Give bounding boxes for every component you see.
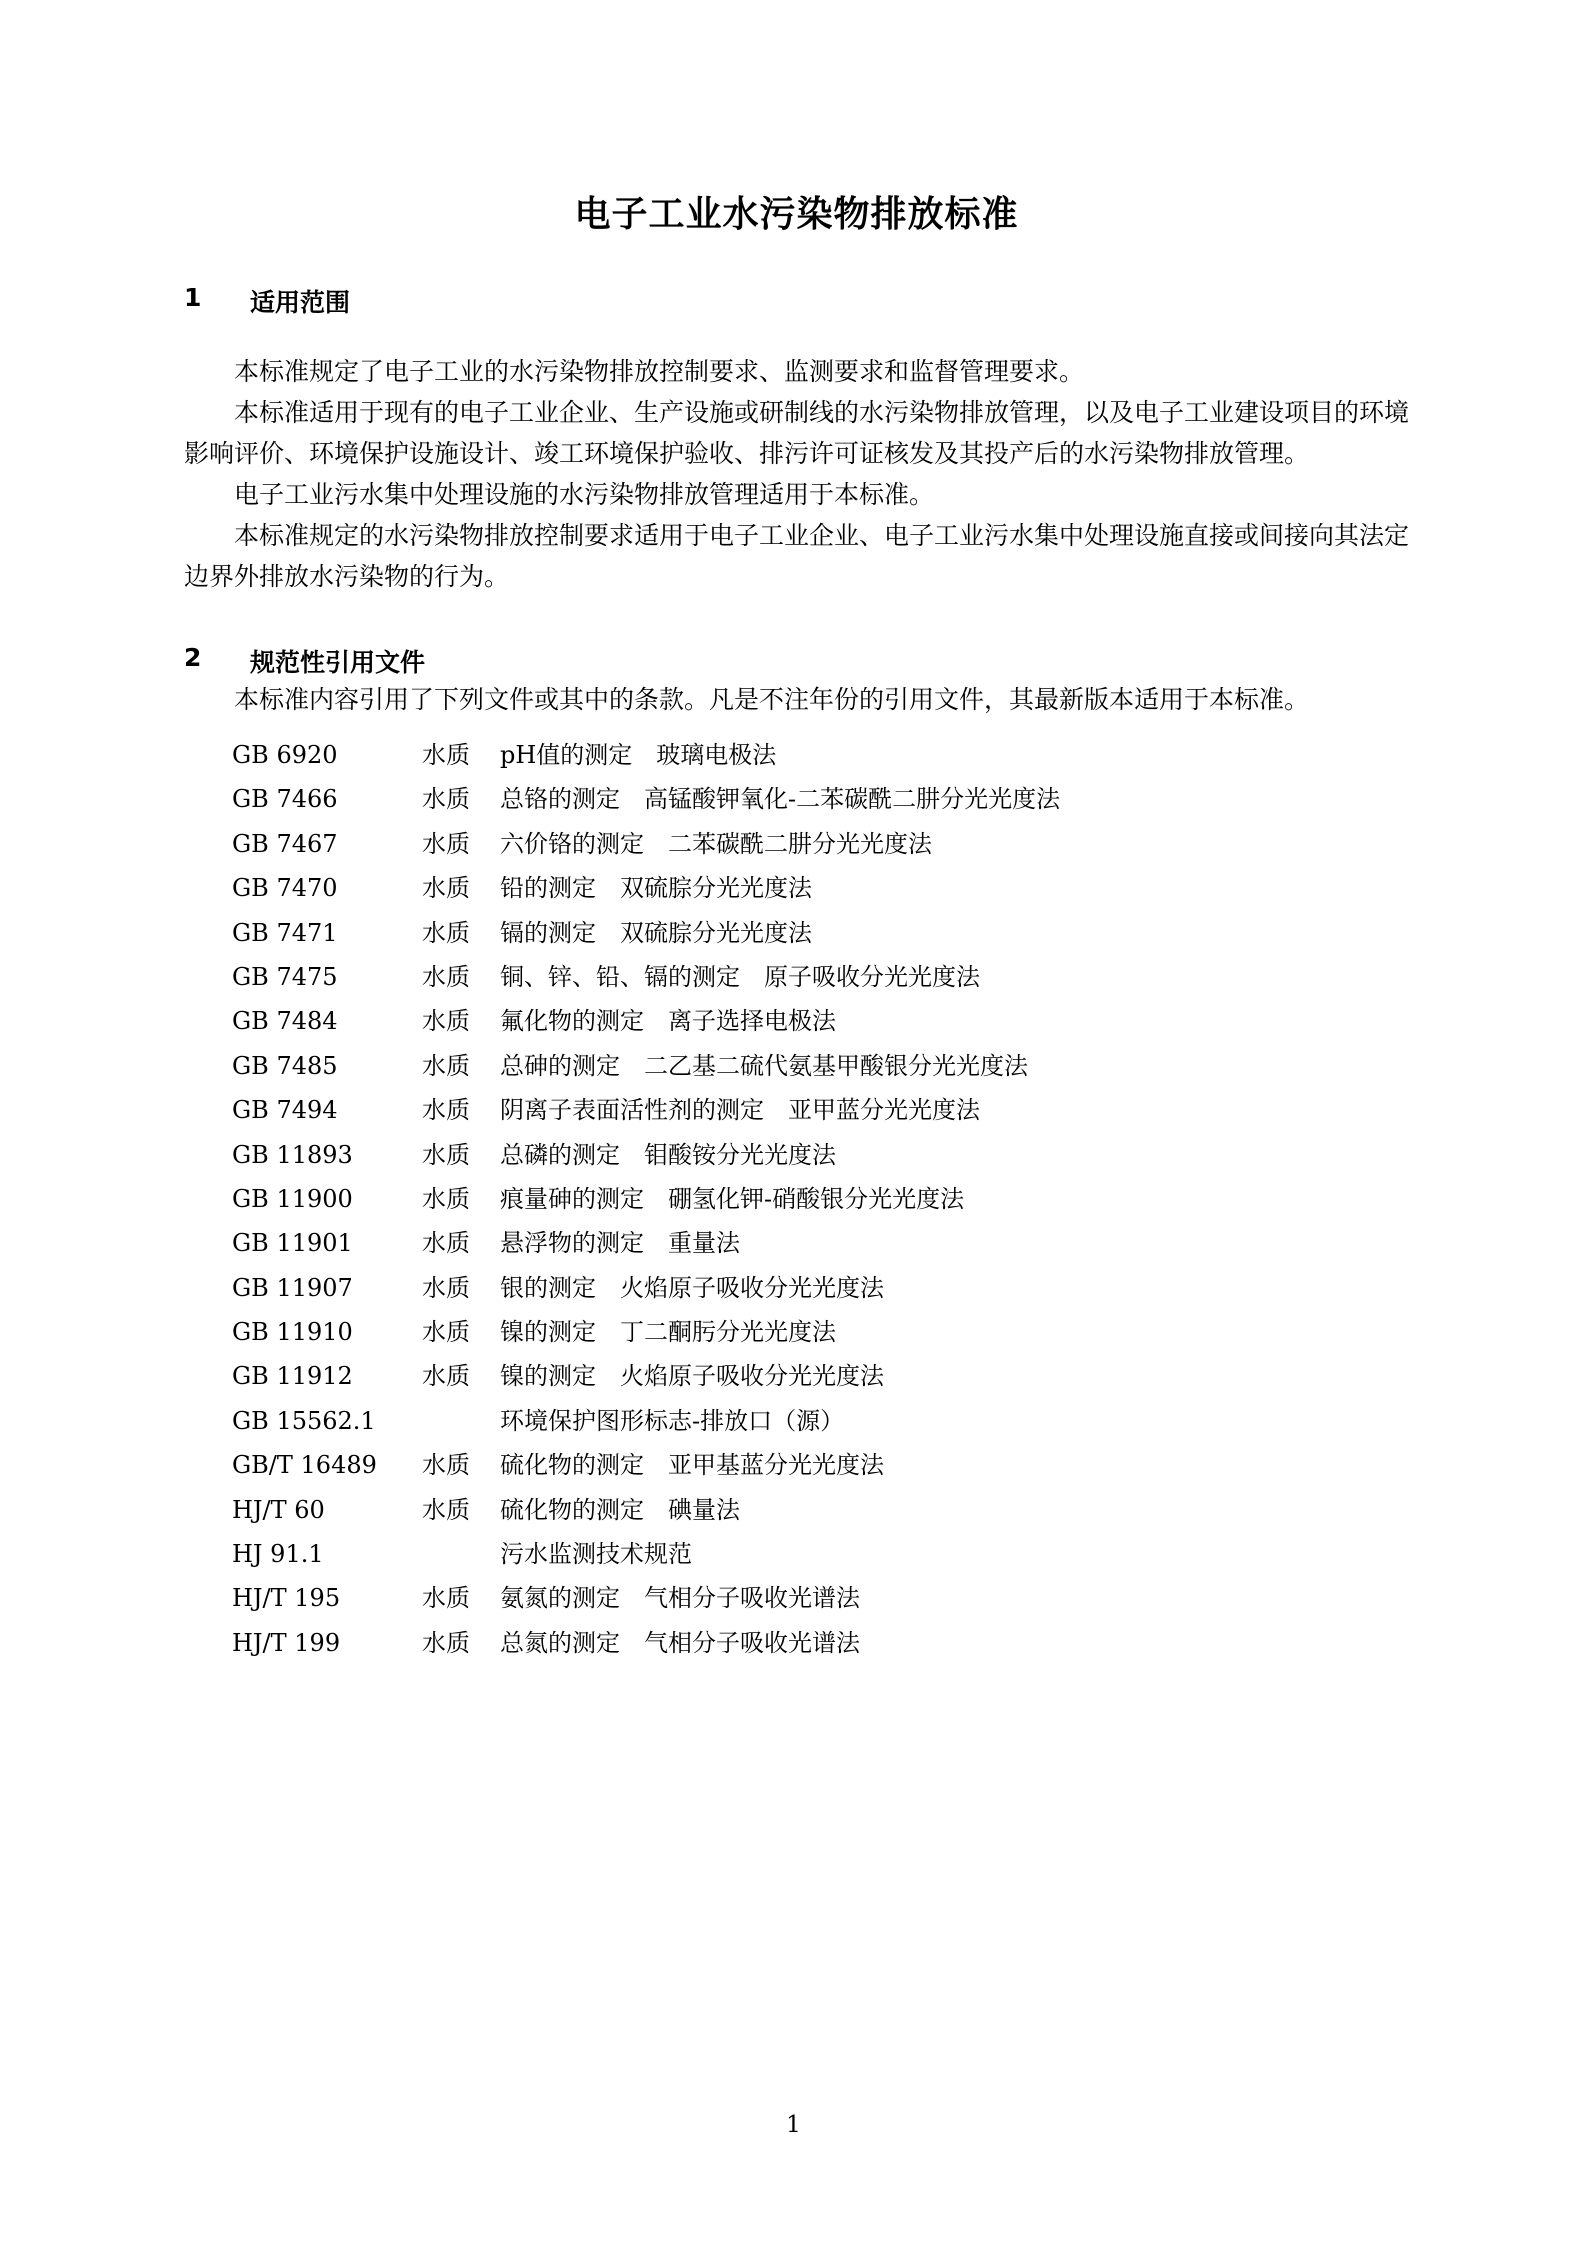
reference-description: 六价铬的测定 二苯碳酰二肼分光光度法: [500, 829, 932, 858]
reference-code: GB 11900: [232, 1184, 353, 1213]
reference-code: GB 11907: [232, 1273, 353, 1302]
reference-description: 总氮的测定 气相分子吸收光谱法: [500, 1628, 860, 1657]
reference-code: GB 7485: [232, 1051, 338, 1080]
reference-code: GB 7475: [232, 962, 338, 991]
reference-medium: 水质: [422, 1362, 470, 1391]
reference-row: [184, 1630, 1409, 1656]
reference-description: 硫化物的测定 碘量法: [500, 1495, 740, 1524]
reference-row: [184, 1275, 1409, 1301]
reference-description: 镍的测定 丁二酮肟分光光度法: [500, 1318, 836, 1347]
reference-description: 污水监测技术规范: [500, 1540, 692, 1569]
reference-row: [184, 1319, 1409, 1345]
reference-code: GB 7494: [232, 1096, 338, 1125]
reference-code: GB 11912: [232, 1362, 353, 1391]
reference-row: [184, 1142, 1409, 1168]
reference-code: HJ/T 60: [232, 1495, 325, 1524]
reference-description: 镉的测定 双硫腙分光光度法: [500, 918, 812, 947]
reference-row: [184, 1097, 1409, 1123]
reference-row: [184, 1363, 1409, 1389]
reference-description: 氨氮的测定 气相分子吸收光谱法: [500, 1584, 860, 1613]
reference-description: 环境保护图形标志-排放口（源）: [500, 1406, 845, 1435]
reference-row: [184, 1452, 1409, 1478]
reference-medium: 水质: [422, 1318, 470, 1347]
reference-medium: 水质: [422, 1584, 470, 1613]
reference-description: 镍的测定 火焰原子吸收分光光度法: [500, 1362, 884, 1391]
page-title: 电子工业水污染物排放标准: [574, 194, 1019, 235]
reference-description: 总磷的测定 钼酸铵分光光度法: [500, 1140, 836, 1169]
reference-row: [184, 875, 1409, 901]
reference-code: HJ 91.1: [232, 1540, 324, 1569]
section1-paragraph-1: 本标准规定了电子工业的水污染物排放控制要求、监测要求和监督管理要求。: [234, 357, 1085, 386]
reference-description: 铅的测定 双硫腙分光光度法: [500, 874, 812, 903]
reference-row: [184, 920, 1409, 946]
reference-code: GB 7466: [232, 785, 338, 814]
section1-paragraph-4: 本标准规定的水污染物排放控制要求适用于电子工业企业、电子工业污水集中处理设施直接或间接向其法定边界外排放水污染物的行为。: [184, 521, 1410, 591]
reference-medium: 水质: [422, 1096, 470, 1125]
reference-code: HJ/T 199: [232, 1628, 341, 1657]
reference-code: GB 11901: [232, 1229, 353, 1258]
reference-description: 硫化物的测定 亚甲基蓝分光光度法: [500, 1451, 884, 1480]
reference-description: 氟化物的测定 离子选择电极法: [500, 1007, 836, 1036]
reference-description: 阴离子表面活性剂的测定 亚甲蓝分光光度法: [500, 1096, 980, 1125]
section2-intro: 本标准内容引用了下列文件或其中的条款。凡是不注年份的引用文件，其最新版本适用于本标准。: [234, 685, 1310, 714]
reference-medium: 水质: [422, 1495, 470, 1524]
reference-medium: 水质: [422, 785, 470, 814]
reference-code: HJ/T 195: [232, 1584, 341, 1613]
section-heading-1: [184, 283, 1409, 319]
reference-code: GB 15562.1: [232, 1406, 376, 1435]
reference-description: 总砷的测定 二乙基二硫代氨基甲酸银分光光度法: [500, 1051, 1028, 1080]
reference-row: [184, 1053, 1409, 1079]
reference-medium: 水质: [422, 1051, 470, 1080]
reference-code: GB 11893: [232, 1140, 353, 1169]
section-title-2: 规范性引用文件: [250, 648, 426, 677]
section-title-1: 适用范围: [250, 288, 351, 317]
reference-medium: 水质: [422, 1229, 470, 1258]
section-heading-2: [184, 643, 1409, 679]
reference-row: [184, 1497, 1409, 1523]
reference-description: 银的测定 火焰原子吸收分光光度法: [500, 1273, 884, 1302]
reference-row: [184, 1008, 1409, 1034]
reference-row: [184, 1186, 1409, 1212]
reference-code: GB 7470: [232, 874, 338, 903]
reference-code: GB 7484: [232, 1007, 338, 1036]
reference-code: GB 7471: [232, 918, 338, 947]
reference-medium: 水质: [422, 1273, 470, 1302]
reference-medium: [422, 1408, 500, 1434]
page-number: 1: [786, 2112, 801, 2138]
reference-list: [184, 742, 1409, 1656]
reference-row: [184, 1541, 1409, 1567]
reference-description: 悬浮物的测定 重量法: [500, 1229, 740, 1258]
reference-medium: 水质: [422, 1451, 470, 1480]
section-number-1: 1: [184, 283, 202, 312]
reference-code: GB 7467: [232, 829, 338, 858]
reference-medium: 水质: [422, 829, 470, 858]
reference-code: GB 6920: [232, 741, 338, 769]
section1-paragraph-3: 电子工业污水集中处理设施的水污染物排放管理适用于本标准。: [234, 480, 935, 509]
reference-medium: 水质: [422, 962, 470, 991]
reference-description: 铜、锌、铅、镉的测定 原子吸收分光光度法: [500, 962, 980, 991]
reference-description: pH值的测定 玻璃电极法: [500, 741, 777, 769]
reference-row: [184, 831, 1409, 857]
reference-medium: 水质: [422, 741, 470, 769]
reference-row: [184, 1585, 1409, 1611]
reference-description: 痕量砷的测定 硼氢化钾-硝酸银分光光度法: [500, 1184, 965, 1213]
section1-paragraph-2: 本标准适用于现有的电子工业企业、生产设施或研制线的水污染物排放管理，以及电子工业建设项目的环境影响评价、环境保护设施设计、竣工环境保护验收、排污许可证核发及其投产后的水污染物排放管理。: [184, 398, 1410, 468]
reference-row: [184, 742, 1409, 768]
reference-description: 总铬的测定 高锰酸钾氧化-二苯碳酰二肼分光光度法: [500, 785, 1061, 814]
reference-row: [184, 1408, 1409, 1434]
reference-medium: 水质: [422, 918, 470, 947]
reference-row: [184, 964, 1409, 990]
document-body: [184, 0, 1409, 1674]
reference-medium: 水质: [422, 1140, 470, 1169]
reference-code: GB/T 16489: [232, 1451, 377, 1480]
reference-medium: 水质: [422, 1628, 470, 1657]
reference-medium: [422, 1541, 500, 1567]
reference-medium: 水质: [422, 1007, 470, 1036]
section-number-2: 2: [184, 643, 202, 672]
reference-row: [184, 786, 1409, 812]
reference-medium: 水质: [422, 874, 470, 903]
reference-code: GB 11910: [232, 1318, 353, 1347]
reference-medium: 水质: [422, 1184, 470, 1213]
reference-row: [184, 1230, 1409, 1256]
